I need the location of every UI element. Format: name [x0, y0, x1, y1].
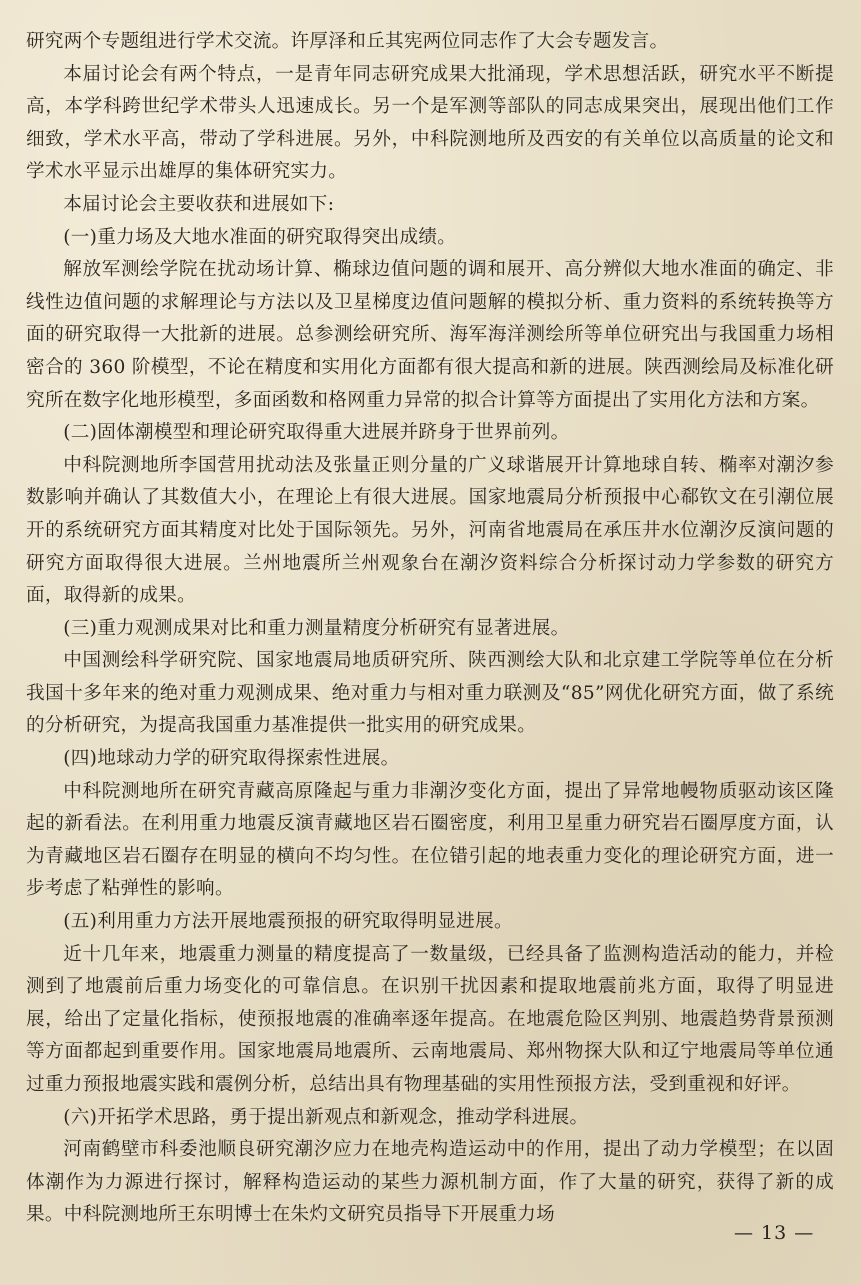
- paragraph-1: 研究两个专题组进行学术交流。许厚泽和丘其宪两位同志作了大会专题发言。: [26, 31, 669, 52]
- paragraph-2: 本届讨论会有两个特点，一是青年同志研究成果大批涌现，学术思想活跃，研究水平不断提高，本学科跨世纪学术带头人迅速成长。另一个是军测等部队的同志成果突出，展现出他们工作细致，学术水平高，带动了学科进展。另外，中科院测地所及西安的有关单位以高质量的论文和学术水平显示出雄厚的集体研究实力。: [26, 63, 834, 183]
- paragraph-5: 中科院测地所李国营用扰动法及张量正则分量的广义球谐展开计算地球自转、椭率对潮汐参数影响并确认了其数值大小，在理论上有很大进展。国家地震局分析预报中心郗钦文在引潮位展开的系统研究方面其精度对比处于国际领先。另外，河南省地震局在承压井水位潮汐反演问题的研究方面取得很大进展。兰州地震所兰州观象台在潮汐资料综合分析探讨动力学参数的研究方面，取得新的成果。: [26, 454, 834, 607]
- paragraph-9: 河南鹤壁市科委池顺良研究潮汐应力在地壳构造运动中的作用，提出了动力学模型；在以固体潮作为力源进行探讨，解释构造运动的某些力源机制方面，作了大量的研究，获得了新的成果。中科院测地所王东明博士在朱灼文研究员指导下开展重力场: [26, 1139, 834, 1226]
- page-number: — 13 —: [734, 1222, 815, 1244]
- paragraph-7: 中科院测地所在研究青藏高原隆起与重力非潮汐变化方面，提出了异常地幔物质驱动该区隆起的新看法。在利用重力地震反演青藏地区岩石圈密度，利用卫星重力研究岩石圈厚度方面，认为青藏地区岩石圈存在明显的横向不均匀性。在位错引起的地表重力变化的理论研究方面，进一步考虑了粘弹性的影响。: [26, 780, 834, 900]
- paragraph-8: 近十几年来，地震重力测量的精度提高了一数量级，已经具备了监测构造活动的能力，并检测到了地震前后重力场变化的可靠信息。在识别干扰因素和提取地震前兆方面，取得了明显进展，给出了定量化指标，使预报地震的准确率逐年提高。在地震危险区判别、地震趋势背景预测等方面都起到重要作用。国家地震局地震所、云南地震局、郑州物探大队和辽宁地震局等单位通过重力预报地震实践和震例分析，总结出具有物理基础的实用性预报方法，受到重视和好评。: [26, 943, 834, 1095]
- paragraph-6: 中国测绘科学研究院、国家地震局地质研究所、陕西测绘大队和北京建工学院等单位在分析我国十多年来的绝对重力观测成果、绝对重力与相对重力联测及“85”网优化研究方面，做了系统的分析研究，为提高我国重力基准提供一批实用的研究成果。: [26, 650, 834, 737]
- section-heading-1: (一)重力场及大地水准面的研究取得突出成绩。: [63, 226, 457, 248]
- section-heading-2: (二)固体潮模型和理论研究取得重大进展并跻身于世界前列。: [63, 422, 570, 444]
- section-heading-5: (五)利用重力方法开展地震预报的研究取得明显进展。: [63, 911, 513, 933]
- section-heading-6: (六)开拓学术思路，勇于提出新观点和新观念，推动学科进展。: [63, 1106, 589, 1128]
- section-heading-4: (四)地球动力学的研究取得探索性进展。: [63, 748, 400, 770]
- section-heading-3: (三)重力观测成果对比和重力测量精度分析研究有显著进展。: [63, 617, 570, 639]
- paragraph-3: 本届讨论会主要收获和进展如下:: [63, 193, 335, 215]
- paragraph-4: 解放军测绘学院在扰动场计算、椭球边值问题的调和展开、高分辨似大地水准面的确定、非线性边值问题的求解理论与方法以及卫星梯度边值问题解的模拟分析、重力资料的系统转换等方面的研究取得一大批新的进展。总参测绘研究所、海军海洋测绘所等单位研究出与我国重力场相密合的 360 阶模型，不论在精度和实用化方面都有很大提高和新的进展。陕西测绘局及标准化研究所在数字化地形模型，多面函数和格网重力异常的拟合计算等方面提出了实用化方法和方案。: [26, 259, 834, 411]
- body-text: [26, 26, 834, 1232]
